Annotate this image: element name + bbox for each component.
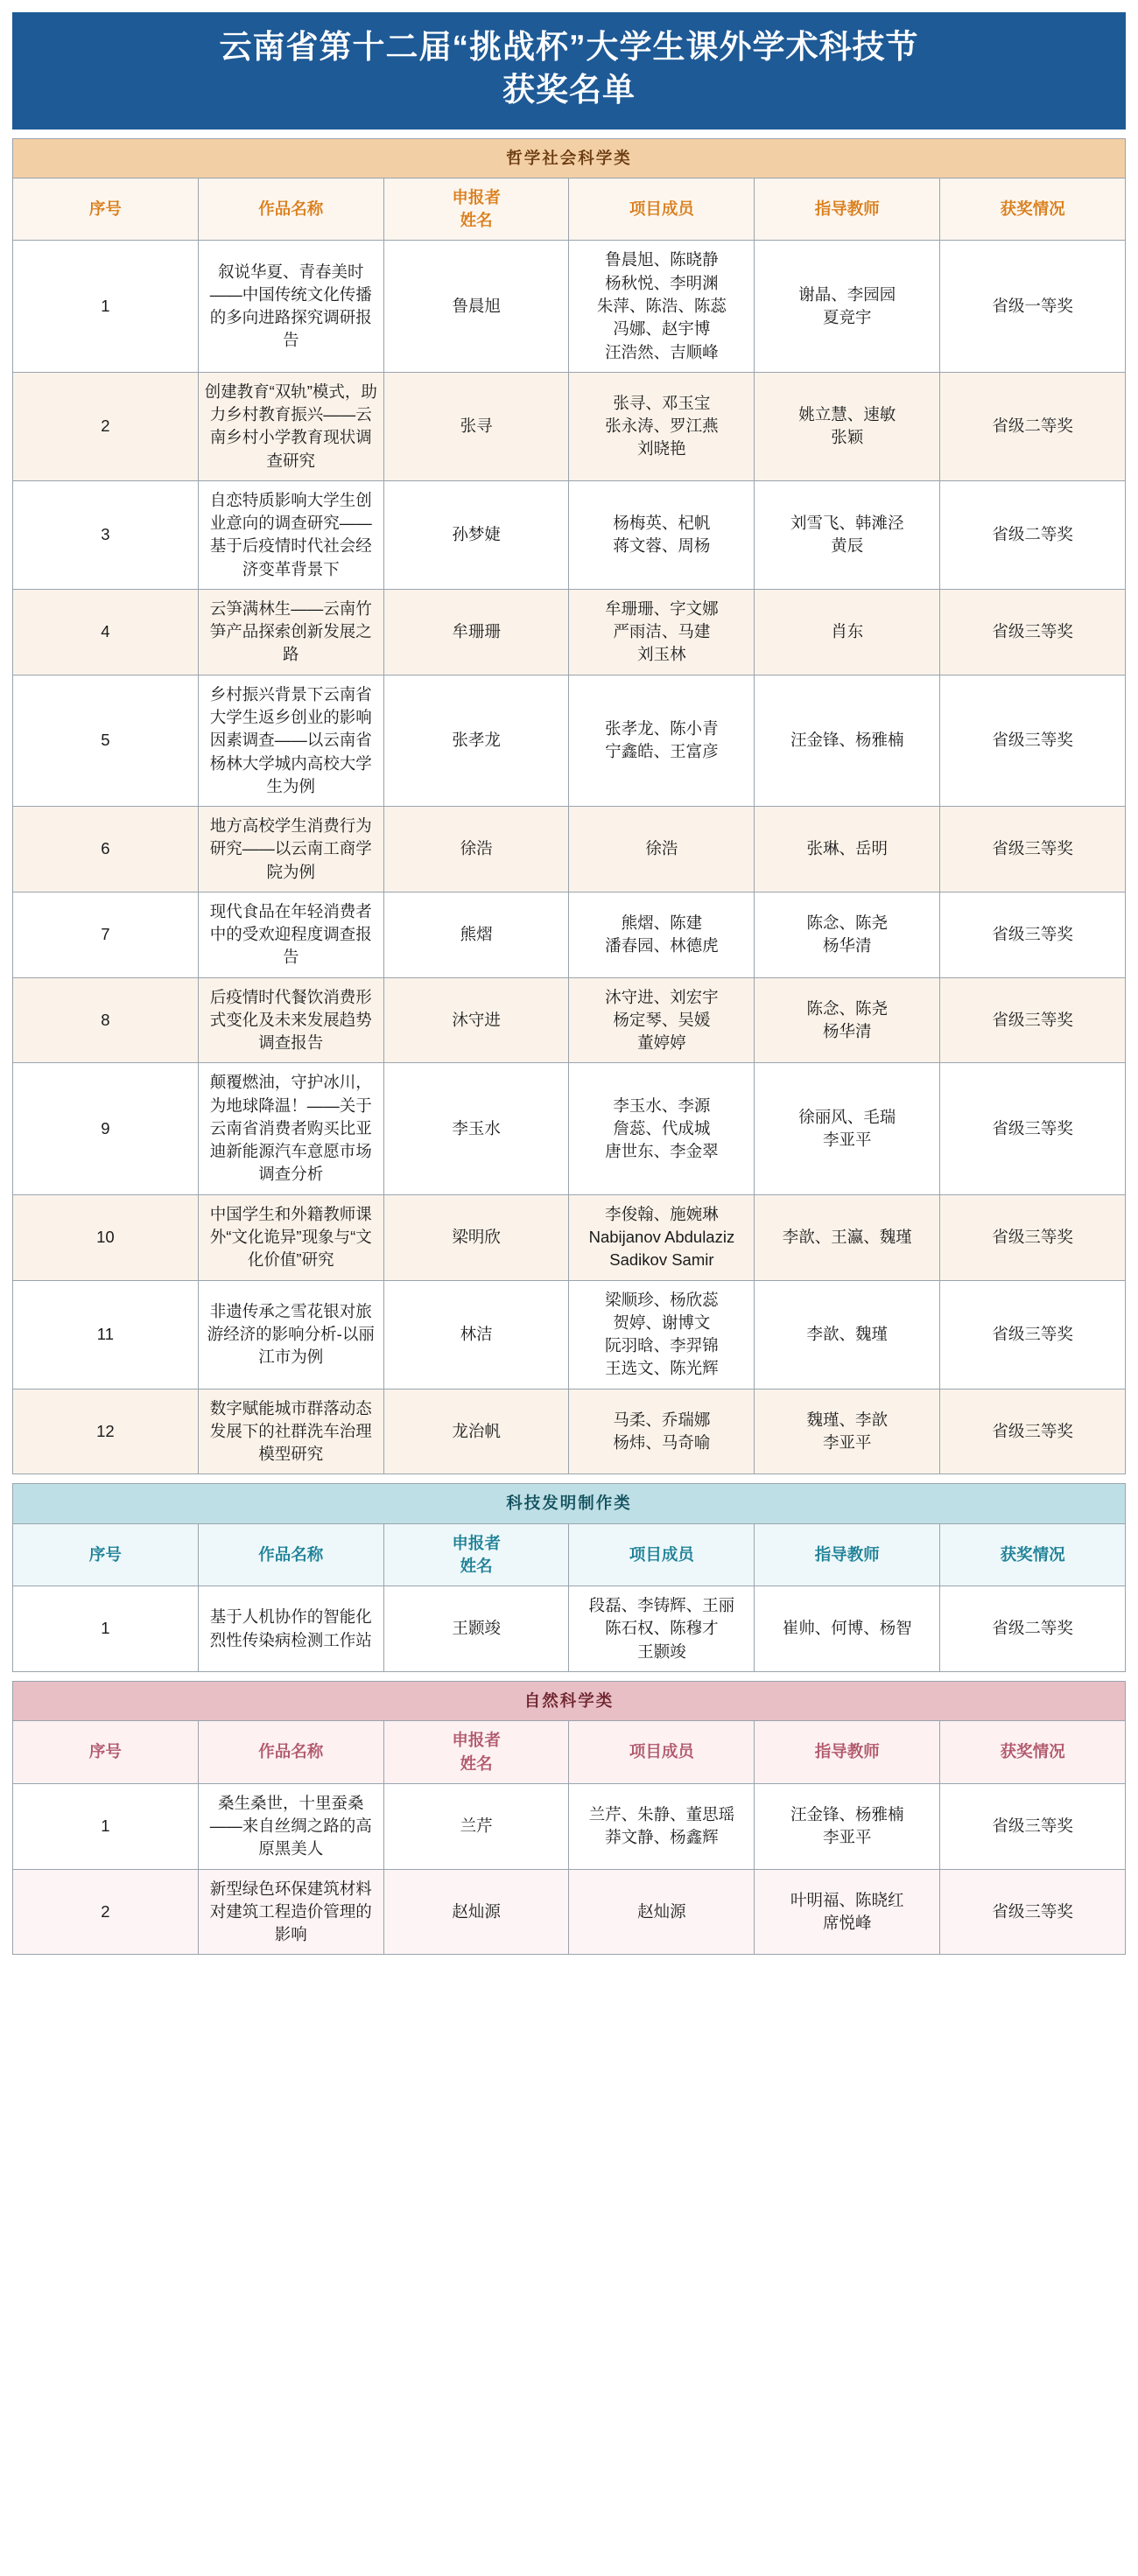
row-prize: 省级三等奖 [940, 1869, 1126, 1955]
row-index: 10 [13, 1194, 199, 1280]
row-applicant: 李玉水 [383, 1063, 569, 1194]
row-prize: 省级二等奖 [940, 1586, 1126, 1672]
row-index: 5 [13, 675, 199, 806]
table-row [13, 1783, 1126, 1869]
column-header-index: 序号 [13, 178, 199, 241]
row-prize: 省级二等奖 [940, 372, 1126, 480]
row-applicant: 熊熠 [383, 892, 569, 977]
row-members: 牟珊珊、字文娜 严雨洁、马建 刘玉林 [569, 589, 755, 675]
section-table-natural-science [12, 1681, 1126, 1955]
row-prize: 省级三等奖 [940, 977, 1126, 1063]
section-title-technology: 科技发明制作类 [13, 1484, 1126, 1523]
row-applicant: 张孝龙 [383, 675, 569, 806]
row-index: 7 [13, 892, 199, 977]
row-teachers: 李歆、魏瑾 [755, 1280, 940, 1389]
table-row [13, 589, 1126, 675]
row-applicant: 梁明欣 [383, 1194, 569, 1280]
column-header-applicant [383, 1721, 569, 1784]
row-index: 9 [13, 1063, 199, 1194]
section-banner-row [13, 1484, 1126, 1523]
column-header-index: 序号 [13, 1523, 199, 1586]
row-index: 6 [13, 807, 199, 892]
row-prize: 省级三等奖 [940, 1063, 1126, 1194]
row-members: 张寻、邓玉宝 张永涛、罗江燕 刘晓艳 [569, 372, 755, 480]
row-teachers: 汪金锋、杨雅楠 [755, 675, 940, 806]
row-index: 1 [13, 1783, 199, 1869]
column-header-applicant-line1: 申报者 [452, 1731, 501, 1750]
row-index: 8 [13, 977, 199, 1063]
column-header-row [13, 1721, 1126, 1784]
table-row [13, 1869, 1126, 1955]
row-work: 后疫情时代餐饮消费形式变化及未来发展趋势调查报告 [198, 977, 383, 1063]
section-banner-row [13, 1682, 1126, 1721]
row-work: 创建教育“双轨”模式，助力乡村教育振兴——云南乡村小学教育现状调查研究 [198, 372, 383, 480]
column-header-work: 作品名称 [198, 1523, 383, 1586]
row-members: 李玉水、李源 詹蕊、代成城 唐世东、李金翠 [569, 1063, 755, 1194]
row-prize: 省级三等奖 [940, 675, 1126, 806]
row-teachers: 姚立慧、速敏 张颖 [755, 372, 940, 480]
row-members: 沐守进、刘宏宇 杨定琴、吴媛 董婷婷 [569, 977, 755, 1063]
row-applicant: 鲁晨旭 [383, 241, 569, 372]
row-applicant: 龙治帆 [383, 1389, 569, 1474]
column-header-teachers: 指导教师 [755, 178, 940, 241]
column-header-members: 项目成员 [569, 1721, 755, 1784]
row-members: 段磊、李铸辉、王丽 陈石权、陈穆才 王颢竣 [569, 1586, 755, 1672]
row-prize: 省级三等奖 [940, 589, 1126, 675]
row-prize: 省级三等奖 [940, 1389, 1126, 1474]
row-teachers: 张琳、岳明 [755, 807, 940, 892]
column-header-prize: 获奖情况 [940, 1721, 1126, 1784]
column-header-applicant [383, 1523, 569, 1586]
column-header-members: 项目成员 [569, 1523, 755, 1586]
row-applicant: 徐浩 [383, 807, 569, 892]
row-work: 非遗传承之雪花银对旅游经济的影响分析-以丽江市为例 [198, 1280, 383, 1389]
column-header-teachers: 指导教师 [755, 1721, 940, 1784]
table-row [13, 1063, 1126, 1194]
section-title-philosophy: 哲学社会科学类 [13, 138, 1126, 178]
row-prize: 省级二等奖 [940, 480, 1126, 589]
row-applicant: 孙梦婕 [383, 480, 569, 589]
section-banner-row [13, 138, 1126, 178]
row-prize: 省级三等奖 [940, 1194, 1126, 1280]
row-prize: 省级三等奖 [940, 892, 1126, 977]
row-teachers: 李歆、王瀛、魏瑾 [755, 1194, 940, 1280]
row-members: 张孝龙、陈小青 宁鑫皓、王富彦 [569, 675, 755, 806]
table-row [13, 372, 1126, 480]
row-members: 梁顺珍、杨欣蕊 贺婷、谢博文 阮羽晗、李羿锦 王选文、陈光辉 [569, 1280, 755, 1389]
page-title-line1: 云南省第十二届“挑战杯”大学生课外学术科技节 [219, 29, 919, 65]
page-title [12, 12, 1126, 130]
row-members: 熊熠、陈建 潘春园、林德虎 [569, 892, 755, 977]
row-index: 12 [13, 1389, 199, 1474]
table-row [13, 1389, 1126, 1474]
row-index: 1 [13, 1586, 199, 1672]
row-applicant: 王颢竣 [383, 1586, 569, 1672]
table-row [13, 1586, 1126, 1672]
table-row [13, 675, 1126, 806]
column-header-prize: 获奖情况 [940, 1523, 1126, 1586]
column-header-row [13, 178, 1126, 241]
row-work: 乡村振兴背景下云南省大学生返乡创业的影响因素调查——以云南省杨林大学城内高校大学生为例 [198, 675, 383, 806]
row-members: 李俊翰、施婉琳 Nabijanov Abdulaziz Sadikov Samir [569, 1194, 755, 1280]
column-header-applicant [383, 178, 569, 241]
row-teachers: 汪金锋、杨雅楠 李亚平 [755, 1783, 940, 1869]
column-header-applicant-line2: 姓名 [460, 211, 493, 230]
row-teachers: 肖东 [755, 589, 940, 675]
column-header-teachers: 指导教师 [755, 1523, 940, 1586]
row-applicant: 赵灿源 [383, 1869, 569, 1955]
row-applicant: 兰芹 [383, 1783, 569, 1869]
column-header-work: 作品名称 [198, 178, 383, 241]
column-header-prize: 获奖情况 [940, 178, 1126, 241]
table-row [13, 241, 1126, 372]
table-row [13, 480, 1126, 589]
row-work: 中国学生和外籍教师课外“文化诡异”现象与“文化价值”研究 [198, 1194, 383, 1280]
column-header-applicant-line2: 姓名 [460, 1754, 493, 1773]
row-prize: 省级三等奖 [940, 1280, 1126, 1389]
row-work: 数字赋能城市群落动态发展下的社群洗车治理模型研究 [198, 1389, 383, 1474]
row-prize: 省级三等奖 [940, 1783, 1126, 1869]
row-members: 马柔、乔瑞娜 杨炜、马奇喻 [569, 1389, 755, 1474]
row-index: 3 [13, 480, 199, 589]
table-row [13, 892, 1126, 977]
row-teachers: 谢晶、李园园 夏竞宇 [755, 241, 940, 372]
row-applicant: 牟珊珊 [383, 589, 569, 675]
column-header-applicant-line1: 申报者 [452, 1533, 501, 1552]
section-table-philosophy [12, 138, 1126, 1475]
row-applicant: 张寻 [383, 372, 569, 480]
row-prize: 省级三等奖 [940, 807, 1126, 892]
row-members: 杨梅英、杞帆 蒋文蓉、周杨 [569, 480, 755, 589]
row-teachers: 徐丽风、毛瑞 李亚平 [755, 1063, 940, 1194]
row-work: 现代食品在年轻消费者中的受欢迎程度调查报告 [198, 892, 383, 977]
row-teachers: 陈念、陈尧 杨华清 [755, 977, 940, 1063]
column-header-applicant-line1: 申报者 [452, 187, 501, 206]
row-index: 11 [13, 1280, 199, 1389]
row-applicant: 沐守进 [383, 977, 569, 1063]
column-header-applicant-line2: 姓名 [460, 1556, 493, 1575]
row-prize: 省级一等奖 [940, 241, 1126, 372]
row-teachers: 刘雪飞、韩滩泾 黄辰 [755, 480, 940, 589]
row-work: 基于人机协作的智能化烈性传染病检测工作站 [198, 1586, 383, 1672]
page-title-line2: 获奖名单 [502, 71, 636, 108]
row-work: 新型绿色环保建筑材料对建筑工程造价管理的影响 [198, 1869, 383, 1955]
section-table-technology [12, 1483, 1126, 1672]
row-index: 1 [13, 241, 199, 372]
column-header-work: 作品名称 [198, 1721, 383, 1784]
row-members: 兰芹、朱静、董思瑶 莽文静、杨鑫辉 [569, 1783, 755, 1869]
column-header-row [13, 1523, 1126, 1586]
row-work: 地方高校学生消费行为研究——以云南工商学院为例 [198, 807, 383, 892]
row-teachers: 崔帅、何博、杨智 [755, 1586, 940, 1672]
table-row [13, 1194, 1126, 1280]
row-members: 鲁晨旭、陈晓静 杨秋悦、李明渊 朱萍、陈浩、陈蕊 冯娜、赵宇博 汪浩然、吉顺峰 [569, 241, 755, 372]
row-applicant: 林洁 [383, 1280, 569, 1389]
row-work: 叙说华夏、青春美时——中国传统文化传播的多向进路探究调研报告 [198, 241, 383, 372]
row-index: 4 [13, 589, 199, 675]
row-index: 2 [13, 1869, 199, 1955]
table-row [13, 807, 1126, 892]
row-teachers: 陈念、陈尧 杨华清 [755, 892, 940, 977]
column-header-index: 序号 [13, 1721, 199, 1784]
column-header-members: 项目成员 [569, 178, 755, 241]
row-members: 赵灿源 [569, 1869, 755, 1955]
row-members: 徐浩 [569, 807, 755, 892]
row-work: 桑生桑世，十里蚕桑——来自丝绸之路的高原黑美人 [198, 1783, 383, 1869]
row-teachers: 叶明福、陈晓红 席悦峰 [755, 1869, 940, 1955]
table-row [13, 1280, 1126, 1389]
row-work: 云笋满林生——云南竹笋产品探索创新发展之路 [198, 589, 383, 675]
table-row [13, 977, 1126, 1063]
row-work: 自恋特质影响大学生创业意向的调查研究——基于后疫情时代社会经济变革背景下 [198, 480, 383, 589]
section-title-natural-science: 自然科学类 [13, 1682, 1126, 1721]
row-work: 颠覆燃油，守护冰川，为地球降温！——关于云南省消费者购买比亚迪新能源汽车意愿市场调查分析 [198, 1063, 383, 1194]
row-index: 2 [13, 372, 199, 480]
row-teachers: 魏瑾、李歆 李亚平 [755, 1389, 940, 1474]
